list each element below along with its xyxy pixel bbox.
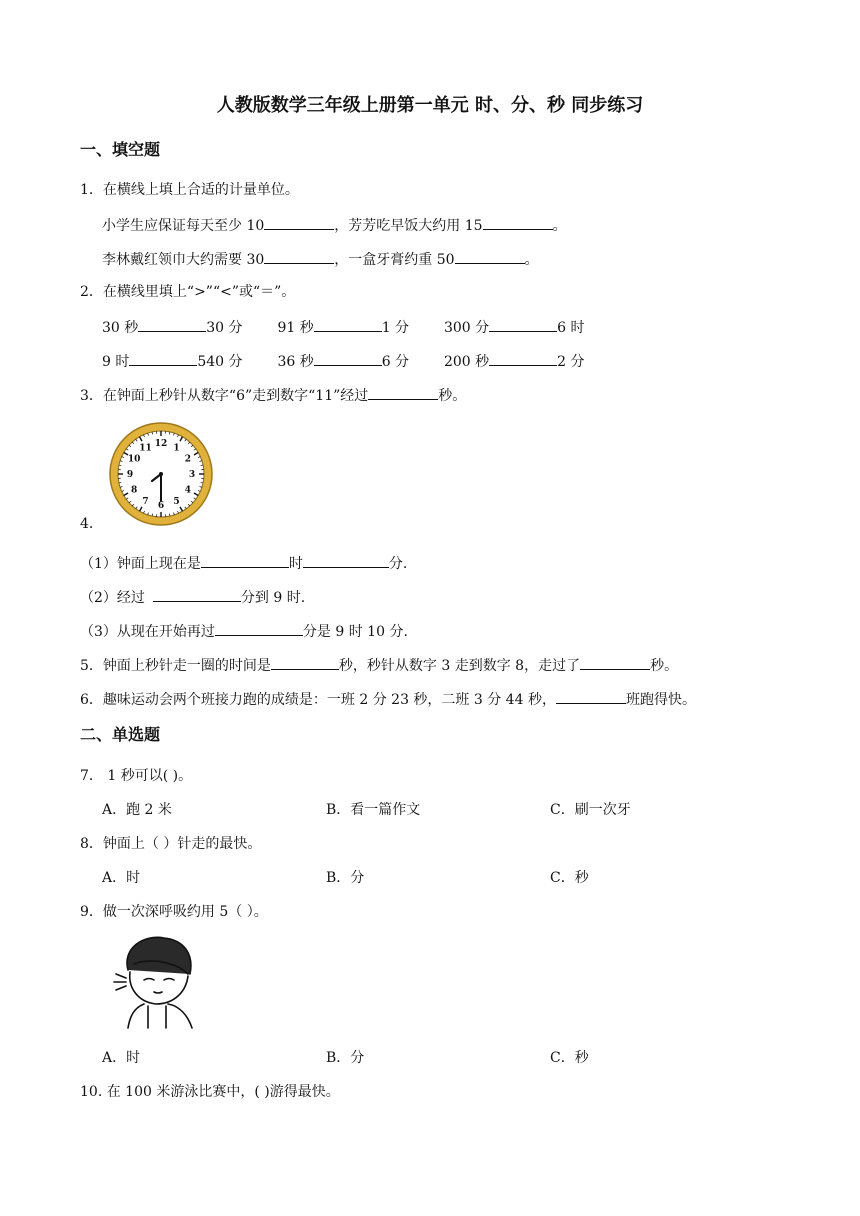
clock-number: 7 — [142, 497, 149, 508]
answer-blank[interactable] — [153, 586, 241, 602]
section-heading-single-choice: 二、单选题 — [80, 725, 161, 744]
q1-text: 小学生应保证每天至少 10 — [102, 218, 265, 234]
q4-text: （2）经过 — [80, 590, 145, 606]
answer-blank[interactable] — [271, 654, 339, 670]
option-a[interactable]: A．跑 2 米 — [102, 802, 172, 818]
q4-text: （1）钟面上现在是 — [80, 556, 201, 572]
compare-right: 6 时 — [557, 320, 585, 336]
answer-blank[interactable] — [314, 350, 382, 366]
q5-text: 5．钟面上秒针走一圈的时间是 — [80, 658, 271, 674]
q1-text: ，一盒牙膏约重 50 — [334, 252, 455, 268]
answer-blank[interactable] — [314, 316, 382, 332]
compare-right: 2 分 — [557, 354, 585, 370]
option-c[interactable]: C．秒 — [550, 1050, 589, 1066]
question-1-stem: 1．在横线上填上合适的计量单位。 — [80, 182, 299, 198]
q1-text: 。 — [524, 252, 539, 268]
clock-number: 10 — [127, 454, 141, 465]
question-3 — [80, 384, 466, 406]
q1-text: 。 — [552, 218, 567, 234]
q3-text: 秒。 — [438, 388, 467, 404]
q4-text: 分. — [388, 556, 408, 572]
compare-left: 200 秒 — [443, 354, 490, 370]
answer-blank[interactable] — [580, 654, 650, 670]
question-2-stem: 2．在横线里填上“>”“<”或“＝”。 — [80, 284, 296, 300]
compare-right: 540 分 — [197, 354, 243, 370]
clock-number: 2 — [184, 454, 191, 465]
question-2-row-1 — [102, 316, 585, 338]
clock-number: 8 — [131, 485, 138, 496]
clock-number: 6 — [157, 501, 165, 512]
clock-face-image — [108, 421, 214, 527]
answer-blank[interactable] — [138, 316, 206, 332]
question-1-line-1 — [102, 214, 567, 236]
answer-blank[interactable] — [264, 248, 334, 264]
option-b[interactable]: B．分 — [326, 1050, 365, 1066]
option-b[interactable]: B．分 — [326, 870, 365, 886]
answer-blank[interactable] — [264, 214, 334, 230]
question-7-stem: 7． 1 秒可以( )。 — [80, 768, 193, 784]
clock-number: 3 — [188, 470, 196, 481]
clock-number: 1 — [173, 443, 180, 454]
q4-text: 分是 9 时 10 分. — [302, 624, 408, 640]
q4-text: 时 — [288, 556, 303, 572]
clock-number: 9 — [126, 470, 134, 481]
question-4-number: 4． — [80, 516, 103, 532]
compare-left: 300 分 — [443, 320, 490, 336]
q4-text: 分到 9 时. — [240, 590, 306, 606]
q3-text: 3．在钟面上秒针从数字“6”走到数字“11”经过 — [80, 388, 369, 404]
compare-left: 9 时 — [102, 354, 130, 370]
clock-number: 5 — [173, 497, 180, 508]
answer-blank[interactable] — [368, 384, 438, 400]
clock-number: 4 — [184, 485, 191, 496]
answer-blank[interactable] — [489, 350, 557, 366]
clock-number: 12 — [154, 439, 168, 450]
question-2-row-2 — [102, 350, 585, 372]
answer-blank[interactable] — [201, 552, 289, 568]
option-a[interactable]: A．时 — [102, 870, 141, 886]
answer-blank[interactable] — [489, 316, 557, 332]
compare-right: 6 分 — [381, 354, 410, 370]
question-4-part-2 — [80, 586, 305, 608]
q1-text: 李林戴红领巾大约需要 30 — [102, 252, 265, 268]
question-5 — [80, 654, 678, 676]
option-a[interactable]: A．时 — [102, 1050, 141, 1066]
option-b[interactable]: B．看一篇作文 — [326, 802, 421, 818]
question-6 — [80, 688, 696, 710]
answer-blank[interactable] — [483, 214, 553, 230]
question-10-stem: 10. 在 100 米游泳比赛中，( )游得最快。 — [80, 1084, 340, 1100]
page-title: 人教版数学三年级上册第一单元 时、分、秒 同步练习 — [216, 95, 644, 116]
question-4-part-3 — [80, 620, 408, 642]
option-c[interactable]: C．刷一次牙 — [550, 802, 631, 818]
compare-right: 1 分 — [381, 320, 410, 336]
answer-blank[interactable] — [215, 620, 303, 636]
q5-text: 秒，秒针从数字 3 走到数字 8，走过了 — [338, 658, 581, 674]
answer-blank[interactable] — [129, 350, 197, 366]
question-1-line-2 — [102, 248, 539, 270]
compare-left: 91 秒 — [277, 320, 314, 336]
answer-blank[interactable] — [455, 248, 525, 264]
q6-text: 班跑得快。 — [625, 692, 696, 708]
section-heading-fill-in: 一、填空题 — [80, 140, 161, 159]
compare-left: 36 秒 — [277, 354, 314, 370]
boy-breathing-illustration — [104, 930, 210, 1030]
answer-blank[interactable] — [303, 552, 389, 568]
q4-text: （3）从现在开始再过 — [80, 624, 215, 640]
answer-blank[interactable] — [556, 688, 626, 704]
q1-text: ，芳芳吃早饭大约用 15 — [334, 218, 483, 234]
q5-text: 秒。 — [650, 658, 679, 674]
q6-text: 6．趣味运动会两个班接力跑的成绩是：一班 2 分 23 秒，二班 3 分 44 秒， — [80, 692, 556, 708]
option-c[interactable]: C．秒 — [550, 870, 589, 886]
question-8-stem: 8．钟面上（ ）针走的最快。 — [80, 836, 262, 852]
compare-right: 30 分 — [206, 320, 243, 336]
compare-left: 30 秒 — [102, 320, 139, 336]
clock-number: 11 — [139, 443, 152, 454]
question-9-stem: 9．做一次深呼吸约用 5（ ）。 — [80, 904, 268, 920]
question-4-part-1 — [80, 552, 407, 574]
